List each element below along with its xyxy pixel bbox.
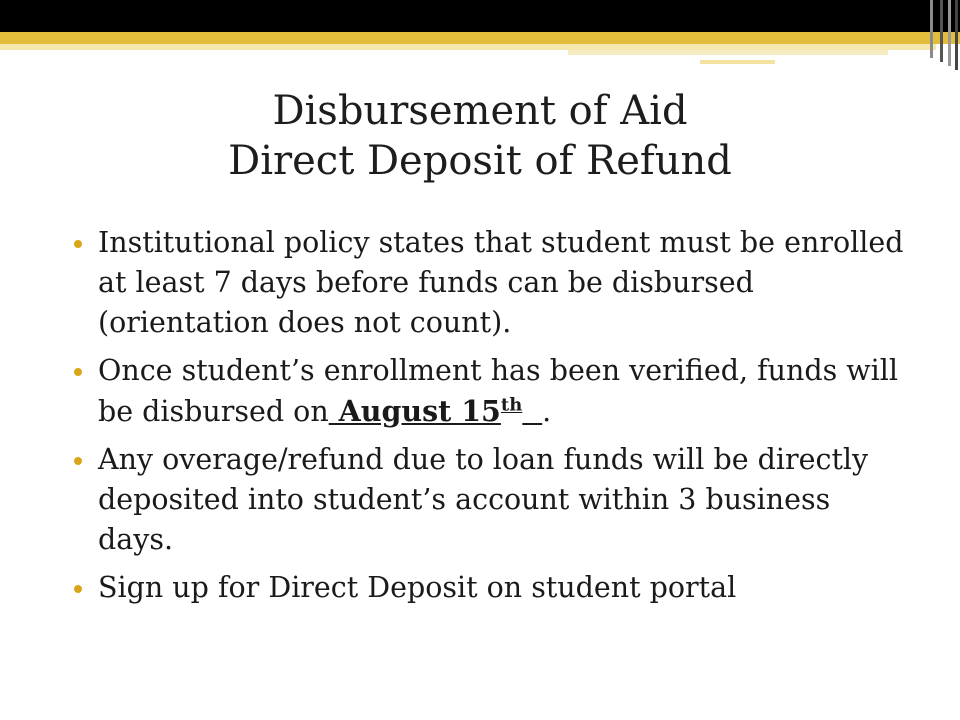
- slide-title-line1: Disbursement of Aid: [272, 88, 688, 134]
- date-underline-pad: [522, 394, 542, 428]
- bullet-dot-icon: [74, 240, 82, 248]
- disbursement-date-suffix: th: [500, 394, 523, 416]
- bullet-item: [70, 351, 910, 432]
- bullet-dot-icon: [74, 585, 82, 593]
- bullet-list: [70, 223, 910, 616]
- bullet-text-end: .: [542, 395, 552, 428]
- bullet-dot-icon: [74, 457, 82, 465]
- bullet-dot-icon: [74, 368, 82, 376]
- header-black-bar: [0, 0, 960, 32]
- header-light-gold-accent: [568, 50, 888, 55]
- header-light-gold-accent-small: [700, 60, 775, 64]
- bullet-text: Sign up for Direct Deposit on student portal: [98, 571, 737, 604]
- slide-title-line2: Direct Deposit of Refund: [228, 138, 732, 184]
- bullet-text: Once student’s enrollment has been verified, funds will be disbursed on: [98, 354, 898, 428]
- slide-title: [0, 86, 960, 186]
- header-edge-stripe: [955, 0, 958, 70]
- header-edge-stripe: [930, 0, 933, 58]
- bullet-item: [70, 440, 910, 560]
- bullet-item: [70, 223, 910, 343]
- bullet-text: Any overage/refund due to loan funds will be directly deposited into student’s account within 3 business days.: [98, 443, 869, 556]
- bullet-text: Institutional policy states that student must be enrolled at least 7 days before funds can be disbursed (orientation does not count).: [98, 226, 904, 339]
- header-edge-stripe: [948, 0, 951, 66]
- bullet-item: [70, 568, 910, 608]
- header-edge-stripe: [940, 0, 943, 62]
- header-gold-bar: [0, 32, 960, 44]
- disbursement-date: August 15: [328, 394, 501, 428]
